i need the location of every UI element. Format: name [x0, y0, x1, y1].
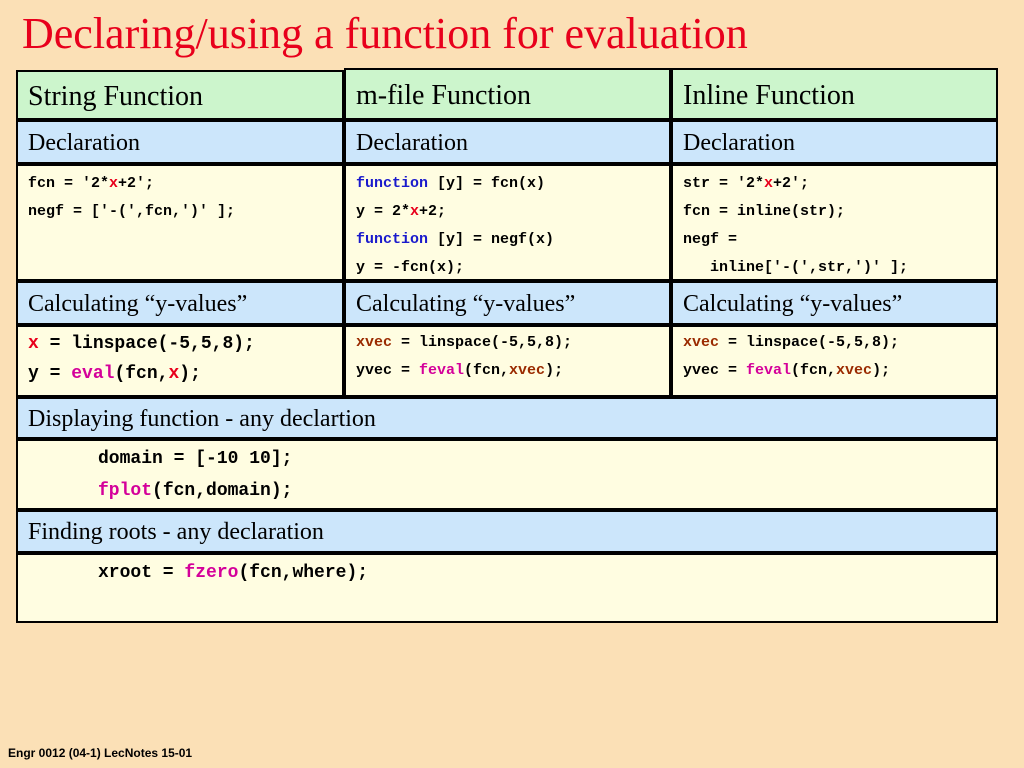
string-declaration-code: [16, 164, 344, 281]
code-line: y = eval(fcn,x);: [28, 364, 201, 384]
code-line: negf =: [683, 231, 738, 248]
inline-function-header-text: Inline Function: [683, 80, 855, 111]
mfile-function-header: [344, 68, 671, 120]
code-line: str = '2*x+2';: [683, 175, 810, 192]
inline-declaration-code: [671, 164, 998, 281]
roots-label-text: Finding roots - any declaration: [28, 519, 324, 545]
string-calc-label-text: Calculating “y-values”: [28, 291, 248, 317]
display-code: [16, 439, 998, 510]
string-function-header-text: String Function: [28, 81, 204, 112]
code-line: fcn = '2*x+2';: [28, 175, 155, 192]
mfile-calc-code: [344, 325, 671, 397]
code-line: domain = [-10 10];: [98, 449, 293, 469]
code-line: xvec = linspace(-5,5,8);: [356, 334, 573, 351]
code-line: fcn = inline(str);: [683, 203, 846, 220]
roots-label: [16, 510, 998, 553]
code-line: function [y] = fcn(x): [356, 175, 546, 192]
display-label: [16, 397, 998, 439]
code-line: negf = ['-(',fcn,')' ];: [28, 203, 236, 220]
inline-declaration-label: [671, 120, 998, 164]
code-line: inline['-(',str,')' ];: [683, 259, 909, 276]
footer-text: Engr 0012 (04-1) LecNotes 15-01: [8, 746, 193, 760]
string-calc-code: [16, 325, 344, 397]
inline-calc-code: [671, 325, 998, 397]
string-declaration-label: [16, 120, 344, 164]
code-line: y = 2*x+2;: [356, 203, 447, 220]
mfile-declaration-label: [344, 120, 671, 164]
string-declaration-label-text: Declaration: [28, 130, 140, 156]
string-calc-label: [16, 281, 344, 325]
code-line: yvec = feval(fcn,xvec);: [356, 362, 564, 379]
code-line: x = linspace(-5,5,8);: [28, 334, 255, 354]
code-line: xroot = fzero(fcn,where);: [98, 563, 369, 583]
code-line: yvec = feval(fcn,xvec);: [683, 362, 891, 379]
mfile-declaration-code: [344, 164, 671, 281]
mfile-declaration-label-text: Declaration: [356, 130, 468, 156]
code-line: fplot(fcn,domain);: [98, 481, 293, 501]
inline-declaration-label-text: Declaration: [683, 130, 795, 156]
inline-calc-label: [671, 281, 998, 325]
mfile-function-header-text: m-file Function: [356, 80, 531, 111]
inline-calc-label-text: Calculating “y-values”: [683, 291, 903, 317]
code-line: function [y] = negf(x): [356, 231, 555, 248]
code-line: xvec = linspace(-5,5,8);: [683, 334, 900, 351]
mfile-calc-label: [344, 281, 671, 325]
string-function-header: [16, 70, 344, 120]
inline-function-header: [671, 68, 998, 120]
mfile-calc-label-text: Calculating “y-values”: [356, 291, 576, 317]
code-line: y = -fcn(x);: [356, 259, 465, 276]
slide-title: Declaring/using a function for evaluation: [22, 9, 748, 58]
display-label-text: Displaying function - any declartion: [28, 406, 376, 432]
roots-code: [16, 553, 998, 623]
